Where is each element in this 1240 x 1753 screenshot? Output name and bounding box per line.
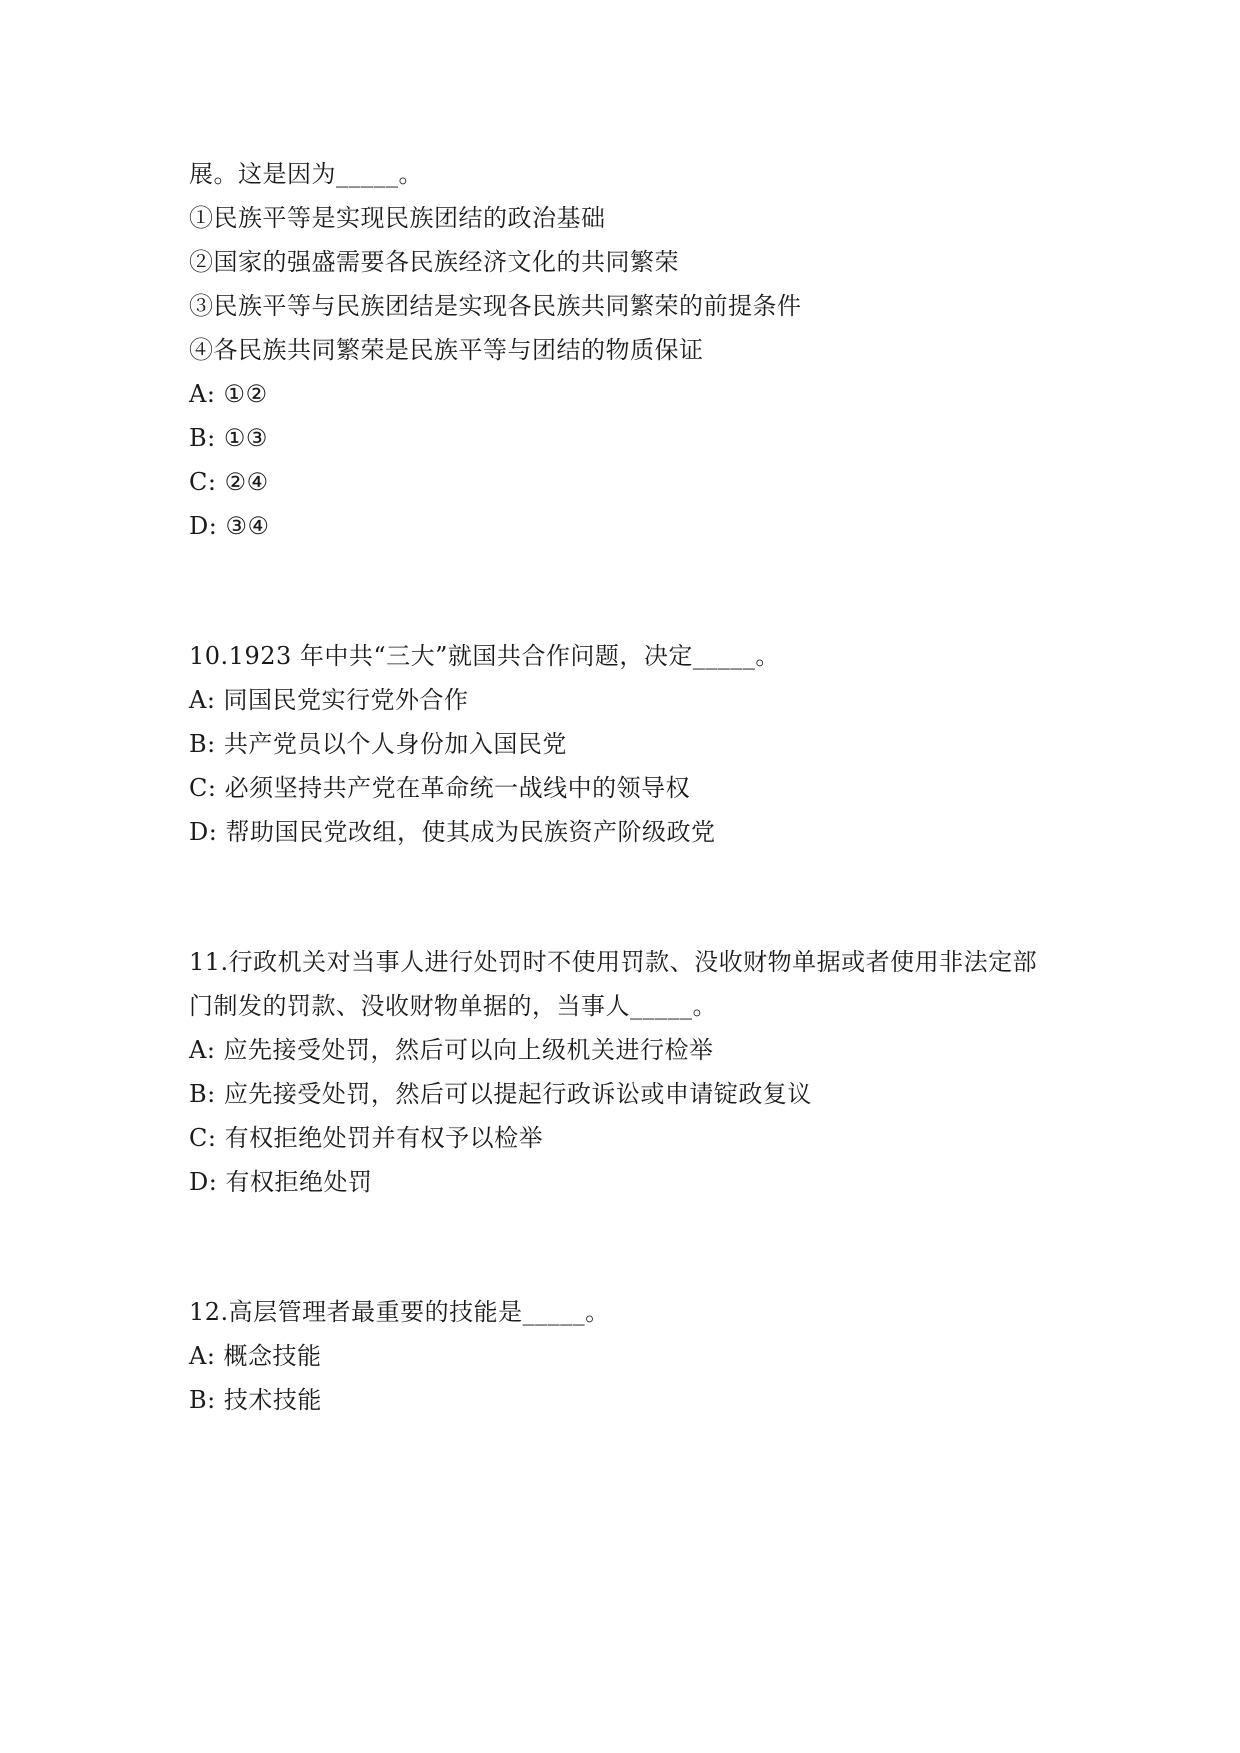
q11-stem-line-2: 门制发的罚款、没收财物单据的，当事人_____。: [189, 992, 717, 1020]
q11-option-c: C: 有权拒绝处罚并有权予以检举: [189, 1124, 544, 1152]
q11-option-d: D: 有权拒绝处罚: [189, 1168, 373, 1196]
q11-option-b: B: 应先接受处罚，然后可以提起行政诉讼或申请锭政复议: [189, 1080, 812, 1108]
q9-option-b: B: ①③: [189, 424, 268, 452]
q9-option-d: D: ③④: [189, 512, 270, 540]
q11-stem-line-1: 11.行政机关对当事人进行处罚时不使用罚款、没收财物单据或者使用非法定部: [189, 948, 1038, 976]
q9-statement-2: ②国家的强盛需要各民族经济文化的共同繁荣: [189, 248, 679, 276]
q9-statement-3: ③民族平等与民族团结是实现各民族共同繁荣的前提条件: [189, 292, 802, 320]
q9-statement-4: ④各民族共同繁荣是民族平等与团结的物质保证: [189, 336, 704, 364]
q9-option-a: A: ①②: [189, 380, 268, 408]
q10-option-d: D: 帮助国民党改组，使其成为民族资产阶级政党: [189, 818, 716, 846]
q12-option-a: A: 概念技能: [189, 1342, 322, 1370]
q10-option-c: C: 必须坚持共产党在革命统一战线中的领导权: [189, 774, 691, 802]
q12-stem: 12.高层管理者最重要的技能是_____。: [189, 1298, 610, 1326]
q11-option-a: A: 应先接受处罚，然后可以向上级机关进行检举: [189, 1036, 714, 1064]
q10-option-b: B: 共产党员以个人身份加入国民党: [189, 730, 567, 758]
q12-option-b: B: 技术技能: [189, 1386, 322, 1414]
q9-option-c: C: ②④: [189, 468, 269, 496]
q9-stem-end: 展。这是因为_____。: [189, 160, 423, 188]
q10-option-a: A: 同国民党实行党外合作: [189, 686, 469, 714]
q10-stem: 10.1923 年中共“三大”就国共合作问题，决定_____。: [189, 642, 780, 670]
q9-statement-1: ①民族平等是实现民族团结的政治基础: [189, 204, 606, 232]
